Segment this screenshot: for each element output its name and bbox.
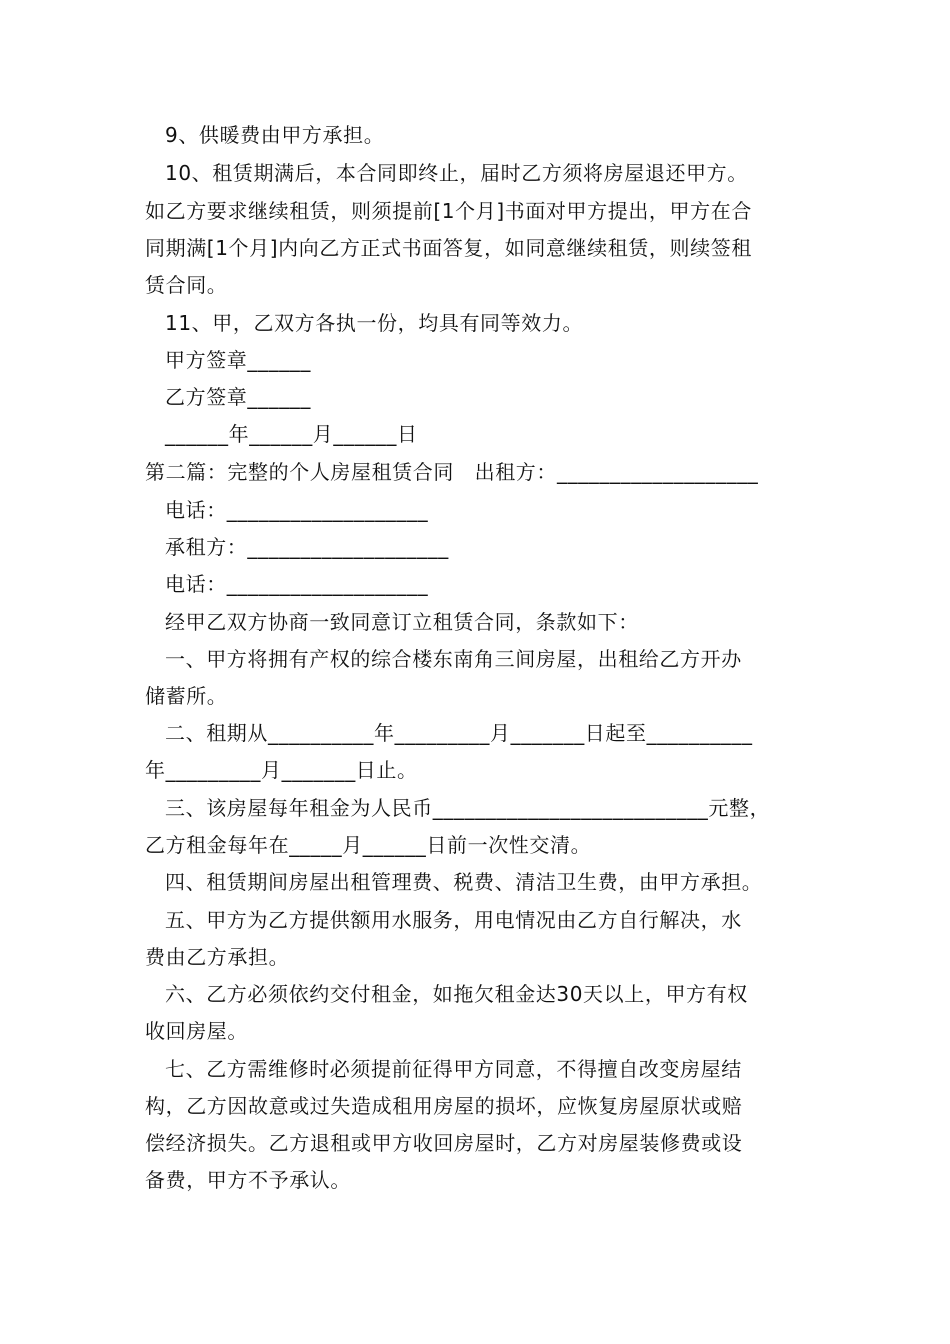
text-line: 偿经济损失。乙方退租或甲方收回房屋时，乙方对房屋装修费或设: [145, 1131, 743, 1155]
text-line: 收回房屋。: [145, 1019, 248, 1043]
text-line: 如乙方要求继续租赁，则须提前[1个月]书面对甲方提出，甲方在合: [145, 199, 752, 223]
text-line: 经甲乙双方协商一致同意订立租赁合同，条款如下：: [165, 610, 639, 634]
text-line: 三、该房屋每年租金为人民币__________________________元整，: [165, 796, 771, 820]
section-heading: 第二篇：完整的个人房屋租赁合同 出租方：___________________: [145, 460, 759, 484]
text-line: 构，乙方因故意或过失造成租用房屋的损坏，应恢复房屋原状或赔: [145, 1094, 743, 1118]
text-line: 电话：___________________: [165, 498, 429, 522]
text-line: 七、乙方需维修时必须提前征得甲方同意，不得擅自改变房屋结: [165, 1057, 742, 1081]
text-line: 10、租赁期满后，本合同即终止，届时乙方须将房屋退还甲方。: [165, 161, 748, 185]
text-line: 乙方租金每年在_____月______日前一次性交清。: [145, 833, 592, 857]
text-line: 承租方：___________________: [165, 535, 449, 559]
signature-party-b: 乙方签章______: [165, 385, 311, 409]
signature-party-a: 甲方签章______: [165, 348, 311, 372]
text-line: 9、供暖费由甲方承担。: [165, 123, 385, 147]
text-line: 一、甲方将拥有产权的综合楼东南角三间房屋，出租给乙方开办: [165, 647, 742, 671]
text-line: 电话：___________________: [165, 572, 429, 596]
text-line: 五、甲方为乙方提供额用水服务，用电情况由乙方自行解决，水: [165, 908, 742, 932]
text-line: 同期满[1个月]内向乙方正式书面答复，如同意继续租赁，则续签租: [145, 236, 752, 260]
text-line: 年_________月_______日止。: [145, 758, 418, 782]
text-line: 备费，甲方不予承认。: [145, 1168, 351, 1192]
text-line: 赁合同。: [145, 273, 228, 297]
text-line: 六、乙方必须依约交付租金，如拖欠租金达30天以上，甲方有权: [165, 982, 748, 1006]
text-line: 储蓄所。: [145, 684, 228, 708]
text-line: 费由乙方承担。: [145, 945, 290, 969]
text-line: 四、租赁期间房屋出租管理费、税费、清洁卫生费，由甲方承担。: [165, 870, 763, 894]
text-line: 二、租期从__________年_________月_______日起至__________: [165, 721, 753, 745]
text-line: 11、甲，乙双方各执一份，均具有同等效力。: [165, 311, 584, 335]
signature-date: ______年______月______日: [165, 422, 418, 446]
